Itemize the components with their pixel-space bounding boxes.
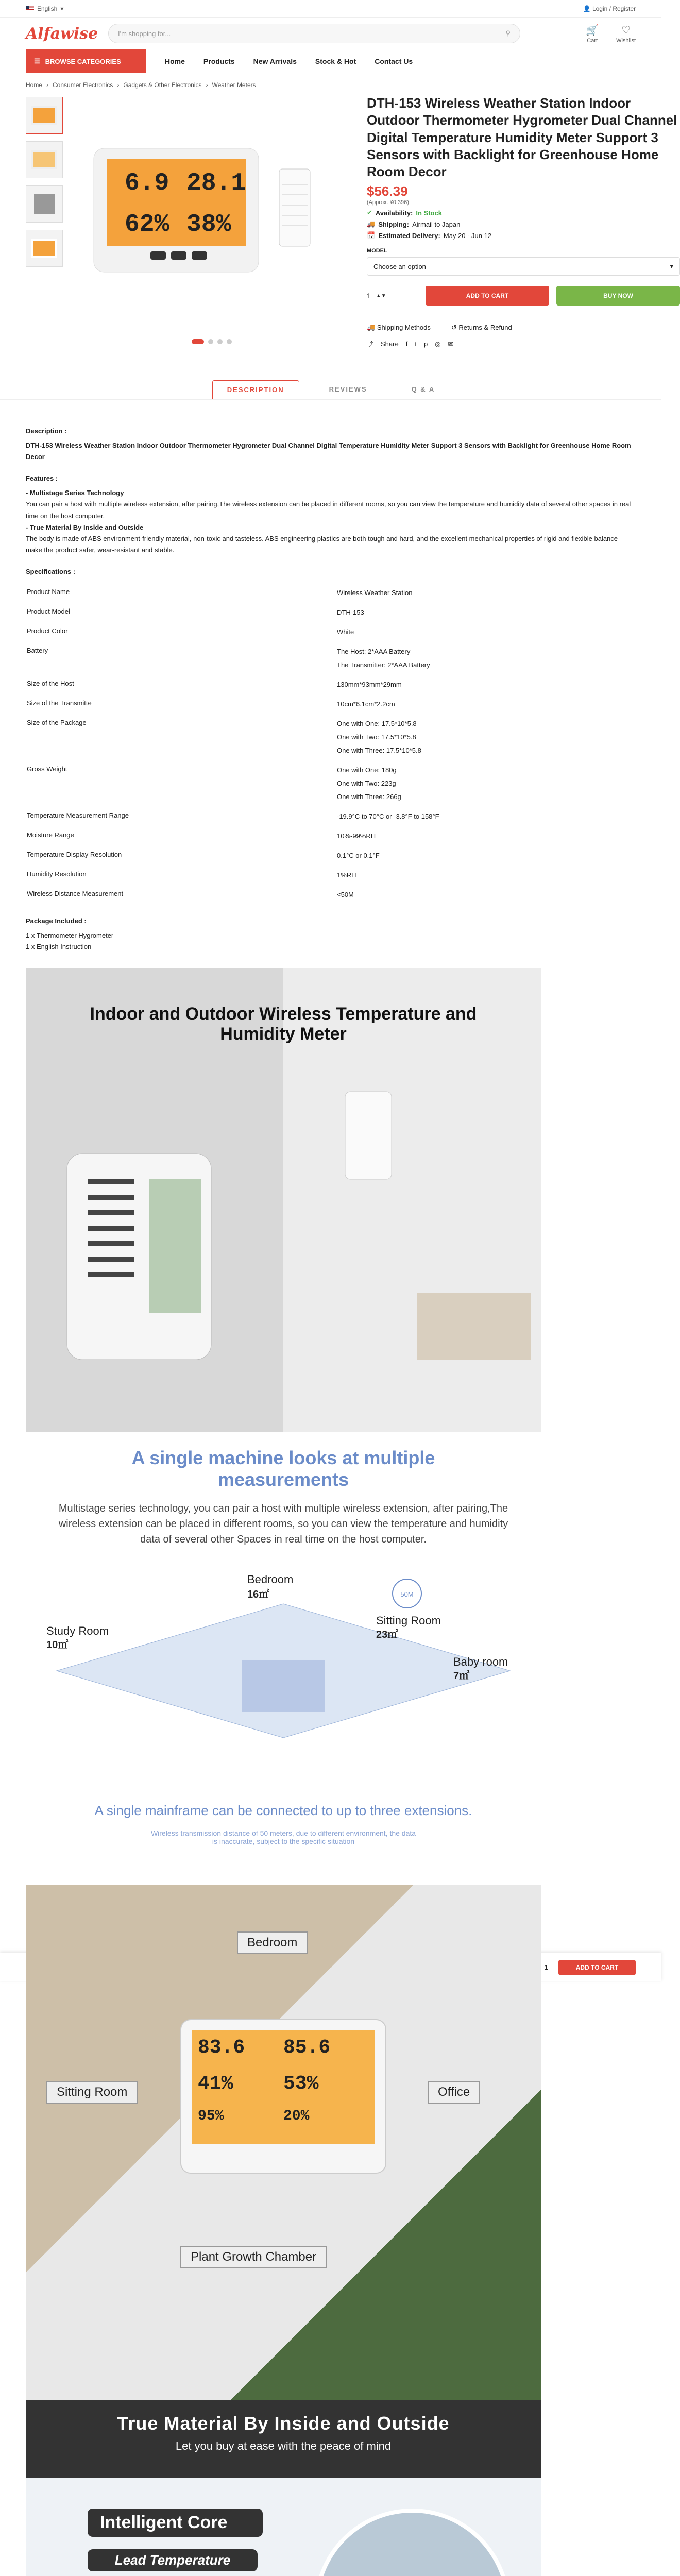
- feature-pill: Intelligent Core: [88, 2509, 263, 2537]
- room-area: 16㎡: [247, 1589, 269, 1601]
- pager-dot[interactable]: [208, 339, 213, 344]
- delivery-value: May 20 - Jun 12: [443, 231, 492, 240]
- spec-value: One with One: 17.5*10*5.8 One with Two: 17.5*10*5.8 One with Three: 17.5*10*5.8: [337, 720, 421, 755]
- share-row: [367, 339, 680, 349]
- approx-price: (Approx. ¥0,396): [367, 199, 409, 206]
- shipping-methods-label: Shipping Methods: [377, 324, 431, 332]
- shipping-label: Shipping:: [378, 220, 410, 228]
- feature-pill: Lead Temperature: [88, 2549, 258, 2571]
- room-tag: Bedroom: [237, 1931, 308, 1954]
- room-label: Sitting Room: [376, 1614, 441, 1628]
- product-info: [346, 97, 680, 432]
- thermometer-device: [180, 2019, 386, 2174]
- banner-intelligent-core: [26, 2478, 541, 2576]
- spec-row: [27, 642, 635, 674]
- tab-reviews[interactable]: REVIEWS: [329, 385, 367, 393]
- breadcrumb-item[interactable]: Weather Meters: [212, 81, 256, 89]
- shipping-value[interactable]: Airmail to Japan: [412, 220, 461, 228]
- spec-key: Product Name: [27, 588, 70, 596]
- banner-multi-measure: [26, 1432, 541, 1741]
- search-icon[interactable]: ⚲: [505, 29, 511, 37]
- thermometer-image: [83, 97, 326, 318]
- spec-row: [27, 807, 635, 826]
- spec-value: <50M: [337, 891, 354, 899]
- qty-value: 1: [367, 292, 371, 300]
- spec-key: Size of the Transmitte: [27, 699, 92, 707]
- image-pagination: [192, 339, 232, 344]
- calendar-icon: 📅: [367, 231, 376, 240]
- svg-text:38%: 38%: [186, 211, 231, 239]
- room-label: Baby room: [453, 1655, 508, 1669]
- spec-row: [27, 603, 635, 622]
- nav-item-new-arrivals[interactable]: New Arrivals: [253, 57, 297, 65]
- room-tag: Sitting Room: [46, 2081, 138, 2104]
- banner-title: Indoor and Outdoor Wireless Temperature and Humidity Meter: [90, 1004, 477, 1044]
- spec-row: [27, 623, 635, 641]
- room-label: Study Room: [46, 1624, 109, 1638]
- spec-value: 1%RH: [337, 871, 356, 879]
- features-heading: Features :: [26, 474, 58, 483]
- language-selector[interactable]: [26, 5, 63, 12]
- feature-text: You can pair a host with multiple wireless extension, after pairing,The wireless extension can be placed in different rooms, so you can view the temperature and humidity data of several other spaces in real time on the host computer.: [26, 500, 631, 520]
- description-section: [0, 400, 661, 968]
- header: [0, 18, 661, 49]
- browse-label: BROWSE CATEGORIES: [45, 57, 121, 65]
- spec-value: 130mm*93mm*29mm: [337, 681, 402, 689]
- spec-row: [27, 886, 635, 904]
- pager-dot[interactable]: [227, 339, 232, 344]
- banner-title: A single mainframe can be connected to up to three extensions.: [94, 1803, 472, 1819]
- feature-text: The body is made of ABS environment-friendly material, non-toxic and tasteless. ABS engineering plastics are both tough and hard, and the excellent mechanical properties of rigid and flexible balance make the product safer, wear-resistant and stable.: [26, 534, 618, 554]
- spec-key: Product Model: [27, 607, 70, 616]
- buy-now-button[interactable]: BUY NOW: [556, 286, 680, 306]
- spec-key: Gross Weight: [27, 765, 67, 773]
- banner-note: Wireless transmission distance of 50 meters, due to different environment, the data is inaccurate, subject to the specific situation: [150, 1829, 416, 1846]
- browse-categories-button[interactable]: [26, 49, 146, 73]
- package-item: 1 x Thermometer Hygrometer: [26, 931, 114, 940]
- spec-key: Temperature Measurement Range: [27, 811, 129, 820]
- breadcrumb-item[interactable]: Gadgets & Other Electronics: [123, 81, 202, 89]
- spec-value: White: [337, 628, 354, 636]
- feature-title: - True Material By Inside and Outside: [26, 523, 144, 531]
- banner-title: True Material By Inside and Outside: [117, 2413, 450, 2434]
- facebook-icon[interactable]: f: [405, 340, 408, 348]
- spec-row: [27, 584, 635, 602]
- model-select[interactable]: [367, 257, 680, 276]
- login-link[interactable]: 👤 Login / Register: [583, 5, 636, 12]
- thumbnail-list: [26, 97, 63, 432]
- sticky-qty[interactable]: 1: [544, 1963, 548, 1971]
- main-product-image[interactable]: [83, 97, 326, 318]
- email-icon[interactable]: ✉: [448, 340, 454, 348]
- breadcrumb: Home › Consumer Electronics › Gadgets & Other Electronics › Weather Meters: [26, 81, 256, 89]
- availability-value: In Stock: [416, 209, 442, 217]
- info-links: [367, 317, 680, 332]
- pager-dot[interactable]: [217, 339, 223, 344]
- spec-row: [27, 715, 635, 760]
- banner-subtitle: Let you buy at ease with the peace of mind: [175, 2439, 392, 2453]
- login-label: Login / Register: [592, 5, 636, 12]
- nav-item-stock-hot[interactable]: Stock & Hot: [315, 57, 356, 65]
- room-area: 7㎡: [453, 1670, 470, 1682]
- buy-row: [367, 286, 680, 306]
- quantity-stepper[interactable]: [367, 292, 418, 300]
- heart-icon: ♡: [621, 24, 631, 36]
- package-heading: Package Included :: [26, 917, 87, 925]
- check-icon: ✔: [367, 209, 372, 217]
- spec-key: Temperature Display Resolution: [27, 851, 122, 859]
- spec-value: 0.1°C or 0.1°F: [337, 852, 380, 860]
- cart-icon: 🛒: [586, 24, 599, 36]
- availability: [367, 209, 680, 217]
- share-label: Share: [381, 340, 399, 348]
- lcd-display: [192, 2030, 375, 2144]
- range-label: 50M: [400, 1590, 414, 1599]
- spec-row: [27, 827, 635, 845]
- banner-text: Multistage series technology, you can pair a host with multiple wireless extension, after pairing,The wireless extension can be placed in different rooms, so you can view the temperature and humidity data of several other Spaces in real time on the host computer.: [58, 1503, 508, 1546]
- truck-icon: 🚚: [367, 220, 376, 228]
- language-label: English: [37, 5, 58, 12]
- stepper-icon[interactable]: ▲▼: [376, 293, 386, 299]
- feature-title: - Multistage Series Technology: [26, 489, 124, 497]
- room-tag: Plant Growth Chamber: [180, 2246, 327, 2268]
- banner-extensions: [26, 1792, 541, 1885]
- spec-key: Moisture Range: [27, 831, 74, 839]
- wishlist-button[interactable]: [616, 24, 636, 44]
- spec-value: -19.9°C to 70°C or -3.8°F to 158°F: [337, 812, 439, 821]
- lcd-value: 20%: [283, 2108, 310, 2124]
- thumbnail[interactable]: [26, 230, 63, 267]
- room-area: 23㎡: [376, 1629, 398, 1641]
- description-lead: DTH-153 Wireless Weather Station Indoor Outdoor Thermometer Hygrometer Dual Channel Digital Temperature Humidity Meter Support 3 Sensors with Backlight for Greenhouse Home Room Decor: [26, 442, 631, 461]
- shipping-methods-link[interactable]: 🚚 Shipping Methods: [367, 324, 431, 332]
- tab-qa[interactable]: Q & A: [411, 385, 435, 393]
- model-value: Choose an option: [373, 262, 426, 270]
- cart-label: Cart: [587, 37, 598, 44]
- product-price: $56.39: [367, 183, 408, 199]
- svg-text:62%: 62%: [125, 211, 169, 239]
- spec-key: Humidity Resolution: [27, 870, 87, 878]
- chevron-down-icon: ▾: [670, 262, 673, 270]
- spec-key: Product Color: [27, 627, 68, 635]
- breadcrumb-item[interactable]: Consumer Electronics: [53, 81, 113, 89]
- shipping: [367, 220, 680, 228]
- returns-label: Returns & Refund: [458, 324, 512, 332]
- nav-item-home[interactable]: Home: [165, 57, 185, 65]
- room-area: 10㎡: [46, 1639, 69, 1651]
- rooms-illustration: [26, 1557, 541, 1743]
- returns-link[interactable]: ↺ Returns & Refund: [451, 324, 512, 332]
- availability-label: Availability:: [375, 209, 413, 217]
- description-heading: Description :: [26, 427, 67, 435]
- spec-row: [27, 846, 635, 865]
- spec-row: [27, 695, 635, 714]
- us-flag-icon: [26, 6, 34, 11]
- menu-icon: ☰: [34, 57, 40, 65]
- add-to-cart-button[interactable]: ADD TO CART: [426, 286, 549, 306]
- specs-heading: Specifications :: [26, 567, 76, 575]
- pager-dot[interactable]: [192, 339, 204, 344]
- top-bar: [0, 0, 661, 18]
- lcd-value: 41%: [198, 2072, 233, 2095]
- spec-value: The Host: 2*AAA Battery The Transmitter: 2*AAA Battery: [337, 648, 430, 669]
- svg-text:28.1: 28.1: [186, 170, 246, 197]
- model-label: MODEL: [367, 248, 387, 255]
- breadcrumb-item[interactable]: Home: [26, 81, 43, 89]
- tab-description[interactable]: DESCRIPTION: [212, 380, 299, 399]
- spec-row: [27, 866, 635, 885]
- thermometer-photo: [26, 1061, 541, 1421]
- twitter-icon[interactable]: t: [415, 340, 417, 348]
- material-strip: [26, 2400, 541, 2478]
- thumbnail[interactable]: [26, 185, 63, 223]
- sticky-add-to-cart-button[interactable]: ADD TO CART: [558, 1960, 636, 1975]
- delivery: [367, 231, 680, 240]
- banner-indoor-outdoor: [26, 968, 541, 1432]
- nav-item-products[interactable]: Products: [203, 57, 235, 65]
- spec-key: Battery: [27, 647, 48, 655]
- share-icon: ⤴: [367, 341, 374, 349]
- delivery-label: Estimated Delivery:: [378, 231, 440, 240]
- nav-item-contact[interactable]: Contact Us: [375, 57, 413, 65]
- svg-text:6.9: 6.9: [125, 170, 169, 197]
- pinterest-icon[interactable]: p: [423, 340, 428, 348]
- search-input[interactable]: [108, 24, 520, 43]
- spec-value: One with One: 180g One with Two: 223g One with Three: 266g: [337, 766, 401, 801]
- search-placeholder: I'm shopping for...: [118, 29, 171, 38]
- spec-value: DTH-153: [337, 608, 364, 617]
- lcd-value: 95%: [198, 2108, 224, 2124]
- specs-table: [26, 583, 636, 905]
- lcd-value: 83.6: [198, 2037, 245, 2059]
- lcd-value: 53%: [283, 2072, 319, 2095]
- main-nav: [0, 49, 661, 73]
- package-item: 1 x English Instruction: [26, 943, 92, 951]
- circuit-image: [314, 2509, 510, 2576]
- spec-key: Size of the Host: [27, 680, 74, 688]
- thumbnail[interactable]: [26, 97, 63, 134]
- spec-key: Wireless Distance Measurement: [27, 890, 124, 898]
- product-title: DTH-153 Wireless Weather Station Indoor Outdoor Thermometer Hygrometer Dual Channel Digital Temperature Humidity Meter Support 3 Sensors with Backlight for Greenhouse Home Room Decor: [367, 95, 677, 180]
- thumbnail[interactable]: [26, 141, 63, 178]
- spec-row: [27, 761, 635, 806]
- logo[interactable]: Alfawise: [26, 24, 98, 43]
- spec-row: [27, 675, 635, 694]
- wishlist-label: Wishlist: [616, 37, 636, 44]
- cart-button[interactable]: [586, 24, 599, 44]
- banner-title: A single machine looks at multiple measurements: [131, 1447, 435, 1490]
- room-label: Bedroom: [247, 1573, 294, 1586]
- room-tag: Office: [428, 2081, 480, 2104]
- spec-value: 10%-99%RH: [337, 832, 376, 840]
- whatsapp-icon[interactable]: ◎: [435, 340, 441, 348]
- spec-value: 10cm*6.1cm*2.2cm: [337, 700, 395, 708]
- lcd-value: 85.6: [283, 2037, 331, 2059]
- spec-key: Size of the Package: [27, 719, 87, 727]
- spec-value: Wireless Weather Station: [337, 589, 413, 597]
- banner-rooms-photo: [26, 1885, 541, 2478]
- chevron-down-icon: ▾: [60, 5, 64, 12]
